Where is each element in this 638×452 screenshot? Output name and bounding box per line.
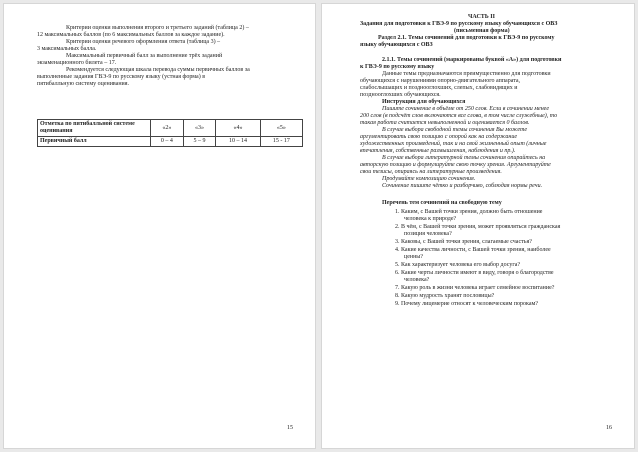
list-item: человека к природе? <box>404 216 457 222</box>
paragraph-line: выполненные задания ГВЭ-9 по русскому языку (устная форма) в <box>37 74 206 80</box>
paragraph-line: экзаменационного билета – 17. <box>37 60 117 66</box>
instruction-line: свои тезисы, опираясь на литературные произведения. <box>360 169 502 175</box>
list-item: позиция человека? <box>404 231 452 237</box>
table-header-cell: Отметка по пятибалльной системе оценивания <box>38 120 151 137</box>
page-number: 16 <box>606 425 612 431</box>
paragraph-line: 3 максимальных балла. <box>37 46 97 52</box>
part-title: ЧАСТЬ II <box>468 14 495 20</box>
list-item: ценны? <box>404 254 423 260</box>
table-cell: 15 - 17 <box>260 137 302 147</box>
instruction-line: Пишите сочинение в объёме от 250 слов. Если в сочинении менее <box>382 106 549 112</box>
instruction-line: 200 слов (в подсчёт слов включаются все слова, в том числе служебные), то <box>360 113 558 119</box>
list-item: 5. Как характеризует человека его выбор досуга? <box>395 262 521 268</box>
paragraph-line: пятибалльную систему оценивания. <box>37 81 130 87</box>
list-item: 4. Какие качества личности, с Вашей точки зрения, наиболее <box>395 247 551 253</box>
list-item: 1. Каким, с Вашей точки зрения, должно быть отношение <box>395 209 543 215</box>
paragraph-line: обучающихся с нарушениями опорно-двигательного аппарата, <box>360 78 521 84</box>
instruction-line: впечатления, собственные размышления, наблюдения и пр.). <box>360 148 516 154</box>
paragraph-line: слабослышащих и позднооглохших, слепых, слабовидящих и <box>360 85 518 91</box>
grade-table <box>37 119 303 147</box>
list-item: 3. Каковы, с Вашей точки зрения, слагаемые счастья? <box>395 239 532 245</box>
paragraph-line: Критерии оценки речевого оформления ответа (таблица 3) – <box>66 39 221 45</box>
table-header-cell: «3» <box>183 120 216 137</box>
instruction-title: Инструкция для обучающихся <box>382 99 466 105</box>
instruction-line: такая работа считается невыполненной и оценивается 0 баллов. <box>360 120 530 126</box>
table-cell: 5 – 9 <box>183 137 216 147</box>
table-header-cell: «5» <box>260 120 302 137</box>
list-item: человека? <box>404 277 430 283</box>
table-header-cell: «2» <box>151 120 184 137</box>
paragraph-line: Данные темы предназначаются преимущественно для подготовки <box>382 71 551 77</box>
section-title: языку обучающихся с ОВЗ <box>360 42 433 48</box>
topic-list-title: Перечень тем сочинений на свободную тему <box>382 200 502 206</box>
list-item: 7. Какую роль в жизни человека играет семейное воспитание? <box>395 285 555 291</box>
table-cell: Первичный балл <box>38 137 151 147</box>
paragraph-line: позднооглохших обучающихся. <box>360 92 441 98</box>
table-cell: 0 – 4 <box>151 137 184 147</box>
part-heading: Задания для подготовки к ГВЭ-9 по русскому языку обучающихся с ОВЗ <box>360 21 558 27</box>
instruction-line: аргументировать свою позицию с опорой как на содержание <box>360 134 517 140</box>
subsection-title: 2.1.1. Темы сочинений (маркированы буквой «А») для подготовки <box>382 57 562 63</box>
instruction-line: Продумайте композицию сочинения. <box>382 176 476 182</box>
table-row <box>38 120 303 137</box>
paragraph-line: Максимальный первичный балл за выполнение трёх заданий <box>66 53 223 59</box>
list-item: 8. Какую мудрость хранят пословицы? <box>395 293 495 299</box>
section-title: Раздел 2.1. Темы сочинений для подготовки к ГВЭ-9 по русскому <box>378 35 555 41</box>
table-header-cell: «4» <box>216 120 260 137</box>
paragraph-line: Критерии оценки выполнения второго и третьего заданий (таблица 2) – <box>66 25 249 31</box>
paragraph-line: 12 максимальных баллов (по 6 максимальных баллов за каждое задание). <box>37 32 225 38</box>
page-number: 15 <box>287 425 293 431</box>
instruction-line: авторскую позицию и формулируйте свою точку зрения. Аргументируйте <box>360 162 551 168</box>
list-item: 2. В чём, с Вашей точки зрения, может проявляться гражданская <box>395 224 561 230</box>
list-item: 6. Какие черты личности имеют в виду, говоря о благородстве <box>395 270 554 276</box>
part-subheading: (письменная форма) <box>454 28 510 34</box>
right-page <box>321 3 635 449</box>
instruction-line: В случае выбора свободной темы сочинения Вы можете <box>382 127 527 133</box>
list-item: 9. Почему лицемерие относят к человеческим порокам? <box>395 301 538 307</box>
instruction-line: В случае выбора литературной темы сочинения опирайтесь на <box>382 155 546 161</box>
subsection-title: к ГВЭ-9 по русскому языку <box>360 64 435 70</box>
instruction-line: Сочинение пишите чётко и разборчиво, соблюдая нормы речи. <box>382 183 543 189</box>
left-page <box>3 3 316 449</box>
paragraph-line: Рекомендуется следующая шкала перевода суммы первичных баллов за <box>66 67 250 73</box>
instruction-line: художественных произведений, так и на свой жизненный опыт (личные <box>360 141 547 147</box>
table-cell: 10 – 14 <box>216 137 260 147</box>
table-row <box>38 137 303 147</box>
